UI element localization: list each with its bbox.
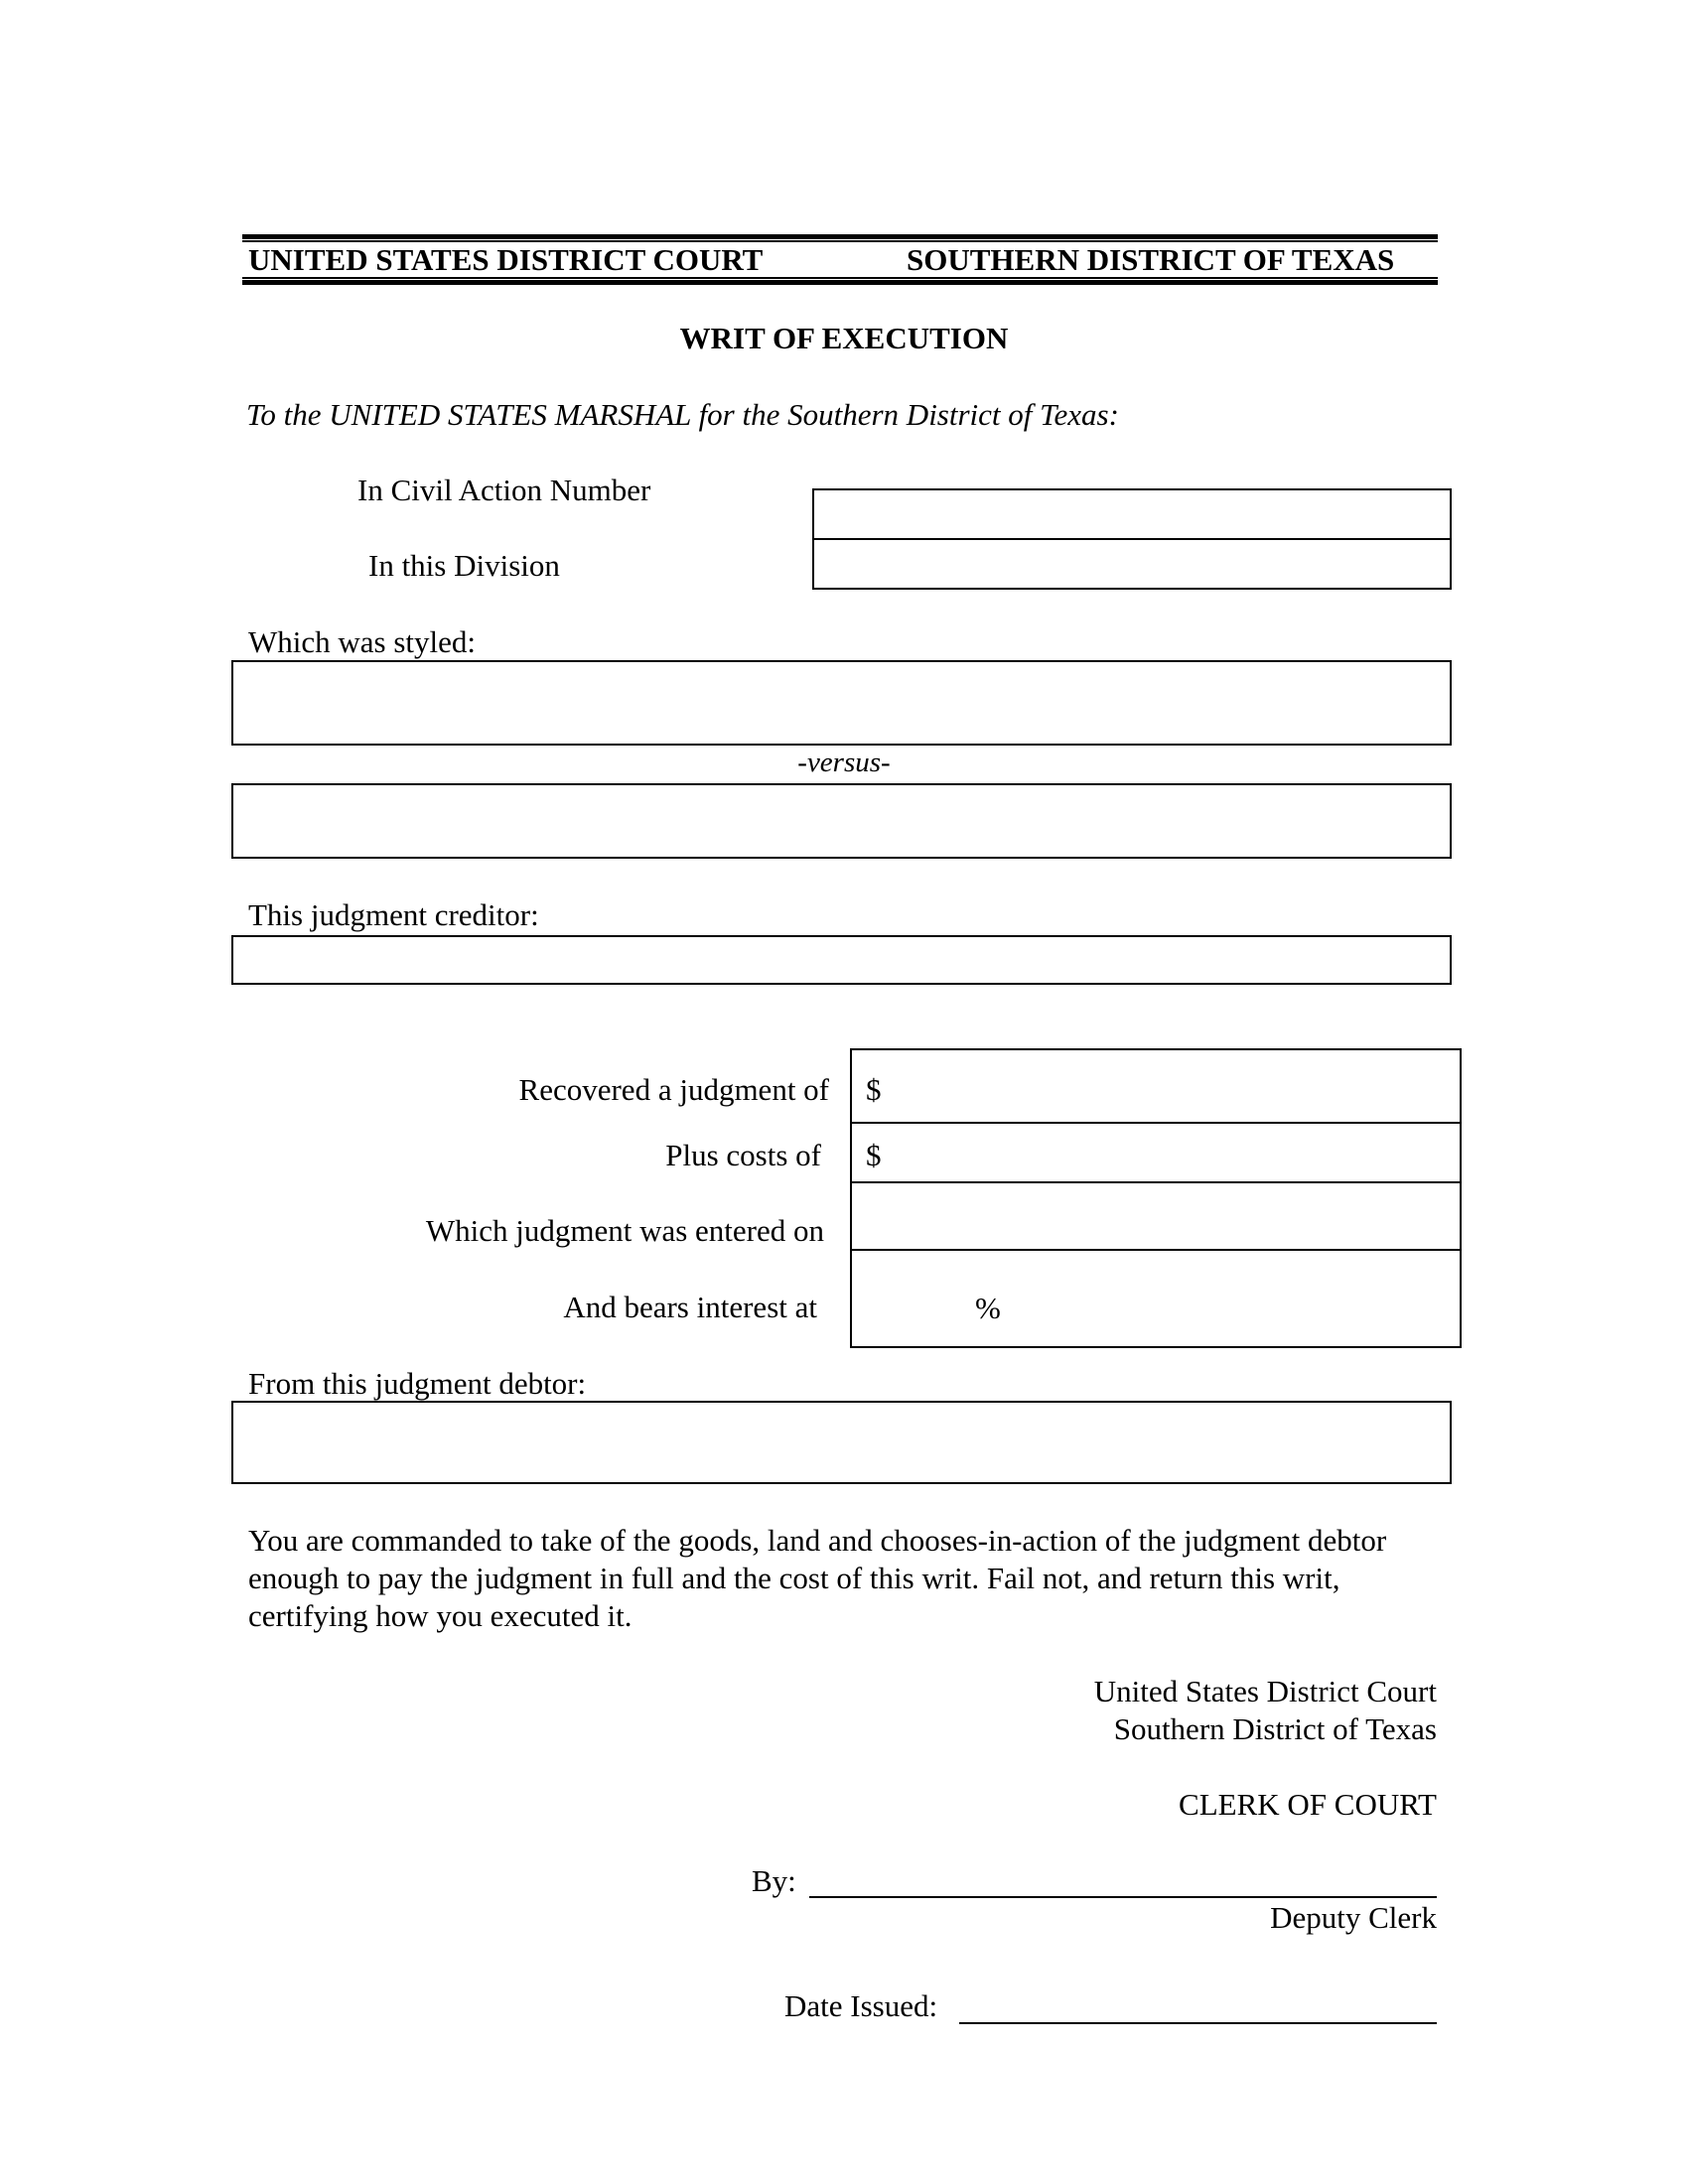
civil-action-field[interactable]	[812, 488, 1452, 540]
plaintiff-field[interactable]	[231, 660, 1452, 746]
deputy-signature-line[interactable]	[809, 1896, 1437, 1898]
versus-text: -versus-	[797, 747, 891, 778]
debtor-field[interactable]	[231, 1401, 1452, 1484]
debtor-label: From this judgment debtor:	[248, 1366, 587, 1401]
judgment-amount-field[interactable]	[850, 1048, 1462, 1124]
header-top-rule	[242, 234, 1438, 239]
header-bottom-rule-thin	[242, 277, 1438, 279]
marshal-address: To the UNITED STATES MARSHAL for the Southern District of Texas:	[246, 397, 1119, 432]
creditor-label: This judgment creditor:	[248, 897, 539, 932]
defendant-field[interactable]	[231, 783, 1452, 859]
judgment-label: Recovered a judgment of	[518, 1072, 829, 1107]
date-issued-line[interactable]	[959, 2022, 1437, 2024]
date-issued-label: Date Issued:	[784, 1988, 938, 2023]
document-title: WRIT OF EXECUTION	[679, 321, 1009, 355]
division-field[interactable]	[812, 538, 1452, 590]
costs-label: Plus costs of	[665, 1138, 821, 1172]
costs-currency: $	[866, 1138, 882, 1172]
signature-court-line1: United States District Court	[1093, 1674, 1437, 1708]
judgment-currency: $	[866, 1072, 882, 1107]
deputy-clerk-label: Deputy Clerk	[1270, 1900, 1437, 1935]
entered-date-field[interactable]	[850, 1181, 1462, 1251]
interest-label: And bears interest at	[563, 1290, 817, 1324]
costs-amount-field[interactable]	[850, 1122, 1462, 1183]
court-name: UNITED STATES DISTRICT COURT	[248, 242, 764, 277]
interest-rate-field[interactable]	[850, 1249, 1462, 1348]
clerk-of-court: CLERK OF COURT	[1179, 1787, 1437, 1822]
interest-unit: %	[975, 1291, 1001, 1325]
styled-label: Which was styled:	[248, 624, 477, 659]
division-label: In this Division	[368, 548, 560, 583]
creditor-field[interactable]	[231, 935, 1452, 985]
by-label: By:	[752, 1863, 796, 1898]
civil-action-label: In Civil Action Number	[357, 473, 651, 507]
signature-court-line2: Southern District of Texas	[1113, 1711, 1437, 1746]
district-name: SOUTHERN DISTRICT OF TEXAS	[907, 242, 1395, 277]
entered-label: Which judgment was entered on	[425, 1213, 824, 1248]
header-bottom-rule	[242, 280, 1438, 285]
command-paragraph: You are commanded to take of the goods, land and chooses-in-action of the judgment debtor enough to pay the judgment in full and the cost of this writ. Fail not, and return this writ, certifying how you executed it.	[248, 1523, 1387, 1633]
